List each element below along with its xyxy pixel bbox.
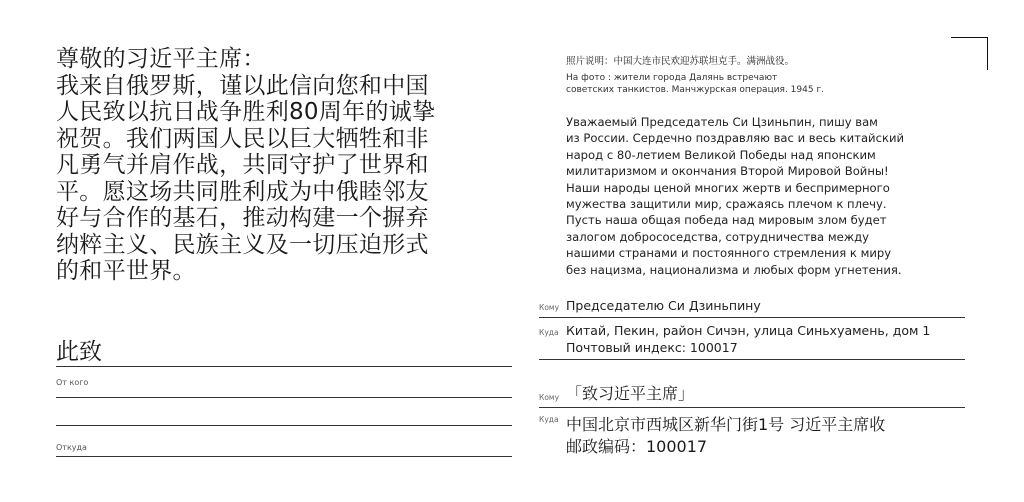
recipient-name-zh: 「致习近平主席」 (566, 384, 695, 403)
closing-divider (56, 366, 512, 367)
photo-caption-ru: На фото : жители города Далянь встречают советских танкистов. Манчжурская операция. 1945 г. (566, 73, 825, 95)
letter-ru-body: Уважаемый Председатель Си Цзиньпин, пишу вам из России. Сердечно поздравляю вас и весь китайский народ с 80-летием Великой Победы над японским милитаризмом и окончания Второй Мировой Войны! Наши народы ценой многих жертв и беспримерного мужества защитили мир, сражаясь плечом к плечу. Пусть наша общая победа над мировым злом будет залогом добрососедства, сотрудничества между нашими странами и постоянного стремления к миру без нацизма, национализма и любых форм угнетения. (566, 115, 905, 277)
where-label: Куда (539, 328, 559, 337)
where-from-label: Откуда (56, 443, 87, 452)
from-line-2 (56, 425, 512, 426)
where-from-line (56, 456, 512, 457)
stamp-frame-corner (951, 37, 988, 70)
letter-zh-closing: 此致 (56, 339, 102, 365)
to-label: Кому (539, 303, 560, 312)
photo-caption-zh: 照片说明：中国大连市民欢迎苏联坦克手。满洲战役。 (566, 56, 795, 67)
recipient-name-ru: Председателю Си Дзиньпину (566, 298, 761, 313)
recipient-name-zh-line (539, 407, 965, 408)
letter-zh-body: 尊敬的习近平主席： 我来自俄罗斯，谨以此信向您和中国 人民致以抗日战争胜利80周年的诚挚 祝贺。我们两国人民以巨大牺牲和非 凡勇气并肩作战，共同守护了世界和 平。愿这场共同胜利成为中俄睦邻友 好与合作的基石，推动构建一个摒弃 纳粹主义、民族主义及一切压迫形式 的和平世界。 (56, 46, 436, 284)
recipient-name-line (539, 317, 965, 318)
from-label: От кого (56, 378, 89, 387)
where-label-zh: Куда (539, 415, 559, 424)
from-line-1 (56, 397, 512, 398)
to-label-zh: Кому (539, 393, 560, 402)
recipient-address-zh: 中国北京市西城区新华门街1号 习近平主席收 邮政编码：100017 (566, 415, 886, 456)
recipient-address-ru: Китай, Пекин, район Сичэн, улица Синьхуамень, дом 1 Почтовый индекс: 100017 (566, 323, 931, 355)
recipient-address-line (539, 359, 965, 360)
letter-zh-block (56, 46, 526, 285)
